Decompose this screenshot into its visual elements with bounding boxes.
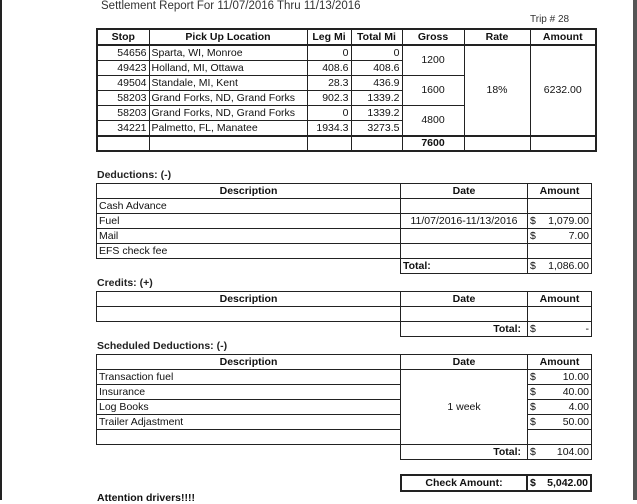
stop-cell: 58203 [97,91,149,106]
table-row [97,244,592,259]
amount-value: - [585,322,589,335]
amount-cell [528,214,592,229]
date-cell: 1 week [401,370,528,445]
scheduled-total-row [97,445,592,460]
total-amount [528,259,592,274]
check-amount-box [400,474,592,492]
table-row [97,229,592,244]
deductions-header-row [97,184,592,199]
date-cell [401,307,528,322]
credits-table [96,291,592,337]
empty-cell [351,136,402,151]
empty-cell [307,136,351,151]
deductions-total-row [97,259,592,274]
description-cell [97,307,401,322]
col-date: Date [401,355,528,370]
date-cell [401,229,528,244]
amount-value: 10.00 [562,370,589,383]
amount-cell [528,229,592,244]
amount-value: 1,079.00 [548,214,589,227]
amount-value: 4.00 [568,400,589,413]
col-stop: Stop [97,29,149,45]
gross-cell: 1200 [402,45,464,76]
amount-cell [528,199,592,214]
total-mi-cell: 408.6 [351,61,402,76]
col-description: Description [97,292,401,307]
description-cell: Transaction fuel [97,370,401,385]
table-row [97,307,592,322]
date-cell [401,244,528,259]
description-cell: Cash Advance [97,199,401,214]
scheduled-deductions-table [96,354,592,460]
col-description: Description [97,355,401,370]
amount-cell [528,370,592,385]
empty-cell [97,322,401,337]
description-cell: Fuel [97,214,401,229]
col-amount: Amount [528,184,592,199]
trip-number: Trip # 28 [530,14,570,25]
col-gross: Gross [402,29,464,45]
col-leg-mi: Leg Mi [307,29,351,45]
leg-cell: 902.3 [307,91,351,106]
currency-sign: $ [530,259,536,272]
stop-cell: 34221 [97,121,149,137]
total-label: Total: [401,445,528,460]
col-location: Pick Up Location [149,29,307,45]
page-left-edge [0,0,2,500]
trip-total-row [97,136,596,151]
trip-table [96,28,597,152]
amount-value: 7.00 [568,229,589,242]
credits-header-row [97,292,592,307]
total-amount [528,322,592,337]
leg-cell: 1934.3 [307,121,351,137]
table-row [97,370,592,385]
leg-cell: 408.6 [307,61,351,76]
col-description: Description [97,184,401,199]
total-mi-cell: 436.9 [351,76,402,91]
total-amount [528,445,592,460]
amount-value: 104.00 [556,445,589,458]
rate-cell: 18% [464,45,530,136]
amount-value: 40.00 [562,385,589,398]
empty-cell [97,136,149,151]
amount-cell [528,400,592,415]
description-cell: Mail [97,229,401,244]
amount-cell [528,415,592,430]
check-amount-row [401,475,591,491]
amount-value: 5,042.00 [547,476,588,489]
col-date: Date [401,292,528,307]
col-rate: Rate [464,29,530,45]
trip-header-row [97,29,596,45]
check-amount-value [527,475,591,491]
col-date: Date [401,184,528,199]
report-title: Settlement Report For 11/07/2016 Thru 11/13/2016 [101,0,361,12]
total-mi-cell: 0 [351,45,402,61]
location-cell: Grand Forks, ND, Grand Forks [149,106,307,121]
currency-sign: $ [530,445,536,458]
amount-cell [528,430,592,445]
date-cell [401,199,528,214]
attention-note: Attention drivers!!!! [97,492,195,504]
table-row [97,199,592,214]
col-total-mi: Total Mi [351,29,402,45]
amount-cell [528,385,592,400]
credits-total-row [97,322,592,337]
description-cell: Log Books [97,400,401,415]
description-cell: EFS check fee [97,244,401,259]
currency-sign: $ [530,229,536,242]
deductions-title: Deductions: (-) [97,169,172,181]
amount-cell [528,307,592,322]
empty-cell [149,136,307,151]
currency-sign: $ [530,322,536,335]
scheduled-deductions-title: Scheduled Deductions: (-) [97,340,228,352]
leg-cell: 0 [307,45,351,61]
currency-sign: $ [530,415,536,428]
currency-sign: $ [530,476,536,489]
empty-cell [530,136,596,151]
gross-cell: 1600 [402,76,464,106]
gross-total: 7600 [402,136,464,151]
empty-cell [97,445,401,460]
page-right-edge [633,0,637,500]
stop-cell: 49423 [97,61,149,76]
stop-cell: 58203 [97,106,149,121]
amount-value: 1,086.00 [548,259,589,272]
table-row [97,214,592,229]
location-cell: Standale, MI, Kent [149,76,307,91]
location-cell: Grand Forks, ND, Grand Forks [149,91,307,106]
table-row [97,45,596,61]
total-label: Total: [401,259,528,274]
stop-cell: 49504 [97,76,149,91]
location-cell: Sparta, WI, Monroe [149,45,307,61]
total-label: Total: [401,322,528,337]
leg-cell: 28.3 [307,76,351,91]
stop-cell: 54656 [97,45,149,61]
deductions-table [96,183,592,274]
leg-cell: 0 [307,106,351,121]
amount-cell [528,244,592,259]
amount-value: 50.00 [562,415,589,428]
currency-sign: $ [530,370,536,383]
empty-cell [464,136,530,151]
amount-cell: 6232.00 [530,45,596,136]
currency-sign: $ [530,214,536,227]
description-cell [97,430,401,445]
description-cell: Insurance [97,385,401,400]
currency-sign: $ [530,400,536,413]
description-cell: Trailer Adjastment [97,415,401,430]
location-cell: Palmetto, FL, Manatee [149,121,307,137]
col-amount: Amount [528,355,592,370]
empty-cell [97,259,401,274]
total-mi-cell: 1339.2 [351,91,402,106]
check-amount-label: Check Amount: [401,475,527,491]
credits-title: Credits: (+) [97,277,153,289]
gross-cell: 4800 [402,106,464,137]
scheduled-header-row [97,355,592,370]
total-mi-cell: 1339.2 [351,106,402,121]
location-cell: Holland, MI, Ottawa [149,61,307,76]
currency-sign: $ [530,385,536,398]
total-mi-cell: 3273.5 [351,121,402,137]
col-amount: Amount [528,292,592,307]
date-cell: 11/07/2016-11/13/2016 [401,214,528,229]
col-amount: Amount [530,29,596,45]
